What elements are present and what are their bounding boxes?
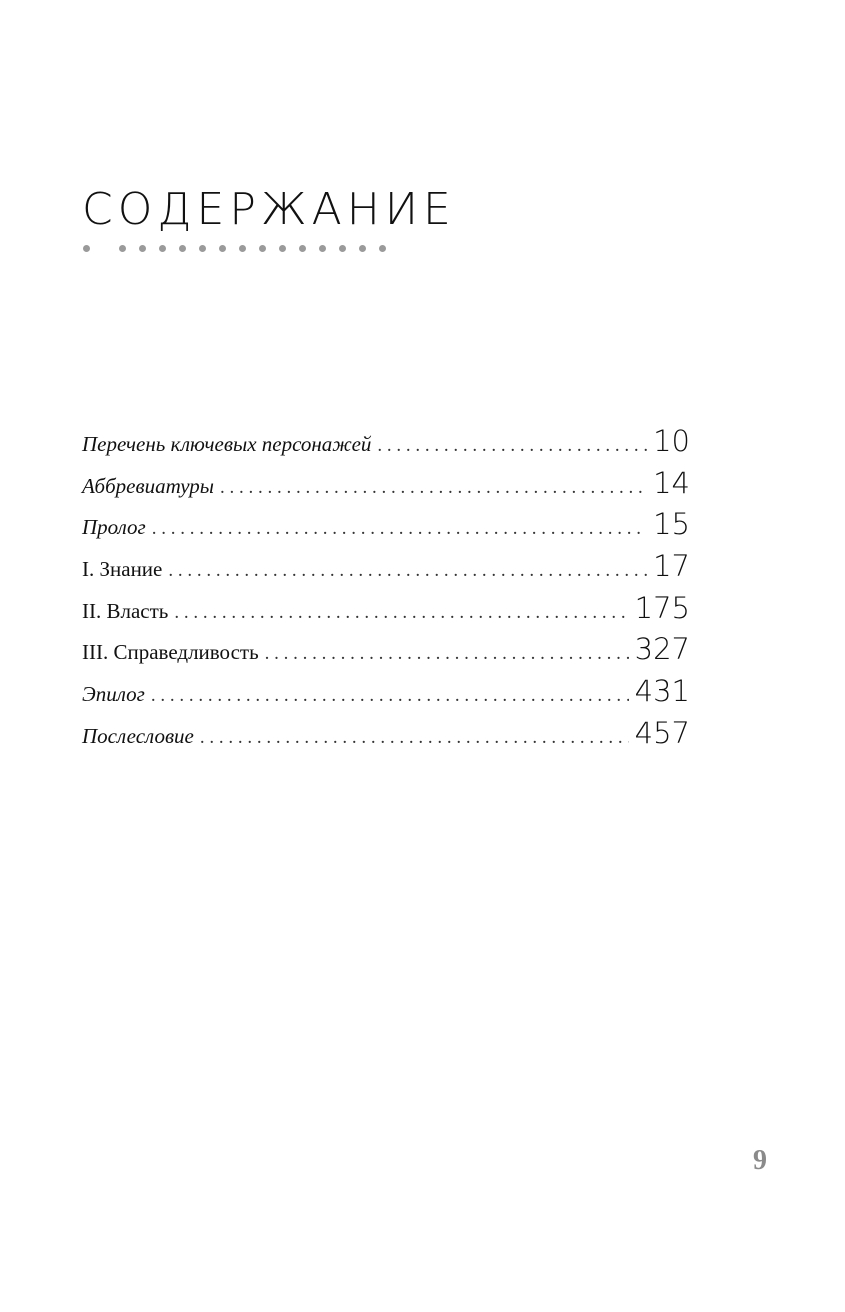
toc-entry-characters[interactable] — [82, 424, 690, 466]
toc-dot-leader — [174, 602, 628, 624]
toc-entry-epilogue[interactable] — [82, 674, 690, 716]
toc-dot-leader — [152, 518, 647, 540]
toc-dot-leader — [377, 435, 647, 457]
toc-dot-leader — [220, 477, 647, 499]
toc-entry-label: Послесловие — [82, 723, 194, 748]
toc-dot-leader — [168, 560, 647, 582]
toc-entry-page: 457 — [634, 715, 690, 750]
toc-entry-abbreviations[interactable] — [82, 466, 690, 508]
toc-entry-label: Аббревиатуры — [82, 473, 214, 498]
toc-entry-label: II. Власть — [82, 598, 169, 623]
page-number: 9 — [753, 1145, 767, 1176]
title-dot-divider — [83, 245, 393, 255]
toc-entry-page: 327 — [634, 632, 690, 667]
toc-dot-leader — [151, 685, 629, 707]
page-title: СОДЕРЖАНИЕ — [82, 184, 456, 235]
toc-entry-page: 15 — [653, 507, 690, 542]
toc-entry-afterword[interactable] — [82, 716, 690, 758]
toc-dot-leader — [265, 643, 629, 665]
toc-dot-leader — [200, 727, 629, 749]
toc-entry-part-2[interactable] — [82, 591, 690, 633]
toc-entry-page: 14 — [653, 465, 690, 500]
toc-entry-label: Пролог — [82, 515, 146, 540]
toc-entry-part-3[interactable] — [82, 632, 690, 674]
toc-entry-label: III. Справедливость — [82, 640, 259, 665]
toc-entry-label: Эпилог — [82, 682, 145, 707]
toc-entry-page: 10 — [653, 424, 690, 458]
toc-entry-page: 431 — [634, 674, 690, 709]
table-of-contents — [82, 424, 690, 758]
toc-entry-part-1[interactable] — [82, 549, 690, 591]
toc-entry-label: I. Знание — [82, 557, 163, 582]
toc-entry-prologue[interactable] — [82, 507, 690, 549]
toc-entry-page: 17 — [653, 549, 690, 584]
toc-entry-page: 175 — [634, 590, 690, 625]
toc-entry-label: Перечень ключевых персонажей — [82, 432, 372, 456]
